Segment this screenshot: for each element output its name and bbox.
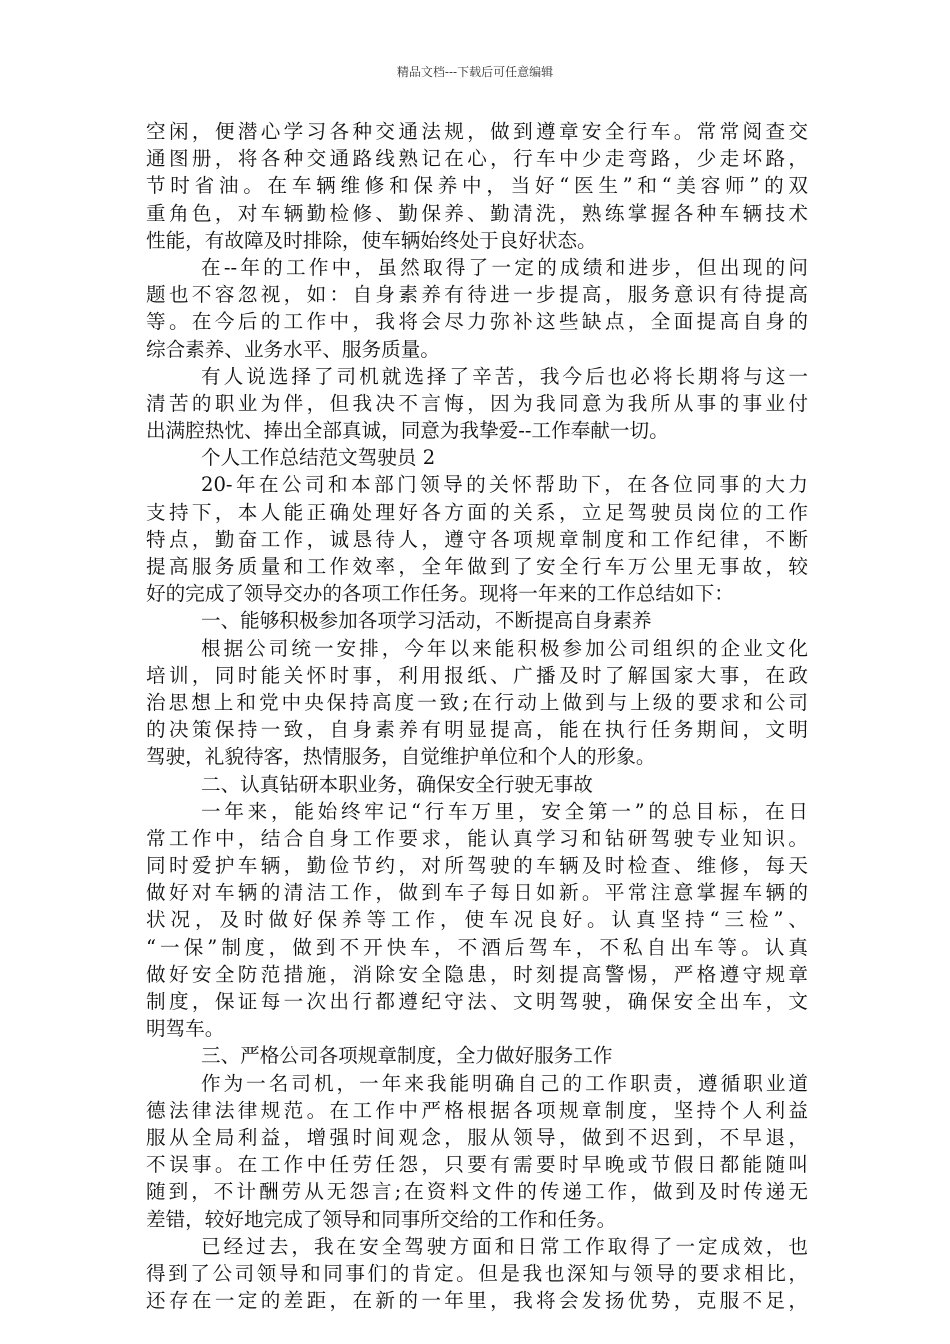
paragraph-first-line: 有人说选择了司机就选择了辛苦，我今后也必将长期将与这一 xyxy=(201,364,808,388)
text-line: 提高服务质量和工作效率，全年做到了安全行车万公里无事故，较 xyxy=(146,555,808,578)
paragraph-first-line: 在--年的工作中，虽然取得了一定的成绩和进步，但出现的问 xyxy=(201,255,808,279)
paragraph-first-line: 三、严格公司各项规章制度，全力做好服务工作 xyxy=(201,1044,613,1068)
text-line: 清苦的职业为伴，但我决不言悔，因为我同意为我所从事的事业付 xyxy=(146,391,808,415)
text-line: 综合素养、业务水平、服务质量。 xyxy=(146,337,440,361)
text-line: 题也不容忽视，如：自身素养有待进一步提高，服务意识有待提高 xyxy=(146,283,808,307)
text-line: 通图册，将各种交通路线熟记在心，行车中少走弯路，少走坏路， xyxy=(146,147,808,171)
text-line: 空闲，便潜心学习各种交通法规，做到遵章安全行车。常常阅查交 xyxy=(146,120,808,143)
text-line: 治思想上和党中央保持高度一致;在行动上做到与上级的要求和公司 xyxy=(146,690,808,714)
text-line: 随到，不计酬劳从无怨言;在资料文件的传递工作，做到及时传递无 xyxy=(146,1180,808,1204)
text-line: 得到了公司领导和同事们的肯定。但是我也深知与领导的要求相比， xyxy=(146,1261,808,1285)
text-line: 做好安全防范措施，消除安全隐患，时刻提高警惕，严格遵守规章 xyxy=(146,962,808,986)
text-line: 制度，保证每一次出行都遵纪守法、文明驾驶，确保安全出车，文 xyxy=(146,990,808,1013)
paragraph-first-line: 作为一名司机，一年来我能明确自己的工作职责，遵循职业道 xyxy=(201,1071,808,1095)
text-line: 常工作中，结合自身工作要求，能认真学习和钻研驾驶专业知识。 xyxy=(146,826,808,850)
text-line: 培训，同时能关怀时事，利用报纸、广播及时了解国家大事，在政 xyxy=(146,663,808,687)
text-line: 性能，有故障及时排除，使车辆始终处于良好状态。 xyxy=(146,228,597,252)
paragraph-first-line: 二、认真钻研本职业务，确保安全行驶无事故 xyxy=(201,772,593,796)
paragraph-first-line: 已经过去，我在安全驾驶方面和日常工作取得了一定成效，也 xyxy=(201,1234,808,1258)
text-line: 支持下，本人能正确处理好各方面的关系，立足驾驶员岗位的工作 xyxy=(146,500,808,524)
text-line: 状况，及时做好保养等工作，使车况良好。认真坚持“三检”、 xyxy=(146,908,808,932)
text-line: 的决策保持一致，自身素养有明显提高，能在执行任务期间，文明 xyxy=(146,718,808,742)
text-line: 等。在今后的工作中，我将会尽力弥补这些缺点，全面提高自身的 xyxy=(146,310,808,334)
text-line: 差错，较好地完成了领导和同事所交给的工作和任务。 xyxy=(146,1207,617,1231)
paragraph-first-line: 20-年在公司和本部门领导的关怀帮助下，在各位同事的大力 xyxy=(201,473,808,497)
text-line: 明驾车。 xyxy=(146,1017,225,1041)
text-line: 同时爱护车辆，勤俭节约，对所驾驶的车辆及时检查、维修，每天 xyxy=(146,854,808,878)
document-body xyxy=(146,118,808,1314)
text-line: “一保”制度，做到不开快车，不酒后驾车，不私自出车等。认真 xyxy=(146,935,808,959)
text-line: 驾驶，礼貌待客，热情服务，自觉维护单位和个人的形象。 xyxy=(146,745,656,769)
text-line: 重角色，对车辆勤检修、勤保养、勤清洗，熟练掌握各种车辆技术 xyxy=(146,201,808,225)
paragraph-first-line: 一年来，能始终牢记“行车万里，安全第一”的总目标，在日 xyxy=(201,799,808,823)
text-line: 服从全局利益，增强时间观念，服从领导，做到不迟到，不早退， xyxy=(146,1125,808,1149)
text-line: 不误事。在工作中任劳任怨，只要有需要时早晚或节假日都能随叫 xyxy=(146,1153,808,1177)
text-line: 还存在一定的差距，在新的一年里，我将会发扬优势，克服不足， xyxy=(146,1289,808,1313)
paragraph-first-line: 一、能够积极参加各项学习活动，不断提高自身素养 xyxy=(201,609,652,633)
text-line: 好的完成了领导交办的各项工作任务。现将一年来的工作总结如下： xyxy=(146,582,734,606)
paragraph-first-line: 根据公司统一安排，今年以来能积极参加公司组织的企业文化 xyxy=(201,636,808,660)
paragraph-first-line: 个人工作总结范文驾驶员 2 xyxy=(201,446,436,470)
text-line: 德法律法律规范。在工作中严格根据各项规章制度，坚持个人利益 xyxy=(146,1098,808,1122)
text-line: 特点，勤奋工作，诚恳待人，遵守各项规章制度和工作纪律，不断 xyxy=(146,527,808,551)
text-line: 节时省油。在车辆维修和保养中，当好“医生”和“美容师”的双 xyxy=(146,174,808,198)
text-line: 出满腔热忱、捧出全部真诚，同意为我挚爱--工作奉献一切。 xyxy=(146,419,669,443)
text-line: 做好对车辆的清洁工作，做到车子每日如新。平常注意掌握车辆的 xyxy=(146,881,808,905)
page-header: 精品文档---下载后可任意编辑 xyxy=(396,65,554,79)
